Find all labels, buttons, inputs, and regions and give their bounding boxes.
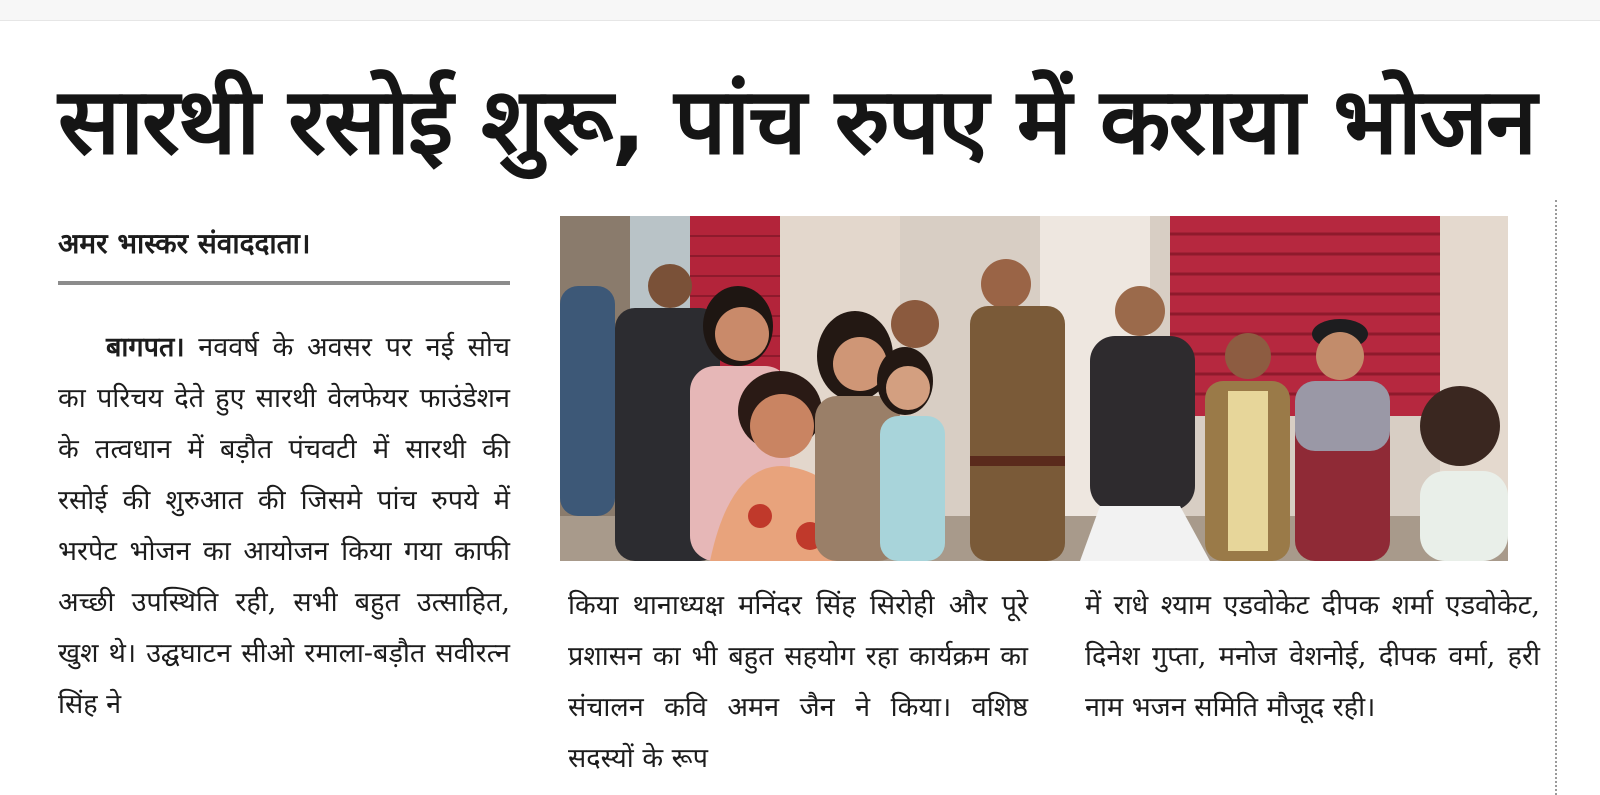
dateline: बागपत। <box>106 332 185 363</box>
next-column-edge <box>1555 200 1561 795</box>
column-1-text: नववर्ष के अवसर पर नई सोच का परिचय देते हुए सारथी वेलफेयर फाउंडेशन के तत्वधान में बड़ौत पंचवटी में सारथी की रसोई की शुरुआत की जिसमे पांच रुपये में भरपेट भोजन का आयोजन किया गया काफी अच्छी उपस्थिति रही, सभी बहुत उत्साहित, खुश थे। उद्घघाटन सीओ रमाला-बड़ौत सवीरत्न सिंह ने <box>58 332 510 720</box>
column-3-text: में राधे श्याम एडवोकेट दीपक शर्मा एडवोकेट, दिनेश गुप्ता, मनोज वेशनोई, दीपक वर्मा, हरी नाम भजन समिति मौजूद रही। <box>1085 590 1540 723</box>
article-column-2 <box>568 580 1028 784</box>
article-column-3 <box>1085 580 1540 733</box>
byline-rule <box>58 281 510 285</box>
page-top-edge <box>0 0 1600 21</box>
group-photo <box>560 216 1508 561</box>
column-2-text: किया थानाध्यक्ष मनिंदर सिंह सिरोही और पूरे प्रशासन का भी बहुत सहयोग रहा कार्यक्रम का संचालन कवि अमन जैन ने किया। वशिष्ठ सदस्यों के रूप <box>568 590 1028 774</box>
headline: सारथी रसोई शुरू, पांच रुपए में कराया भोजन <box>58 68 1536 175</box>
byline: अमर भास्कर संवाददाता। <box>58 227 311 260</box>
group-photo-image <box>560 216 1508 561</box>
article-column-1 <box>58 322 510 730</box>
